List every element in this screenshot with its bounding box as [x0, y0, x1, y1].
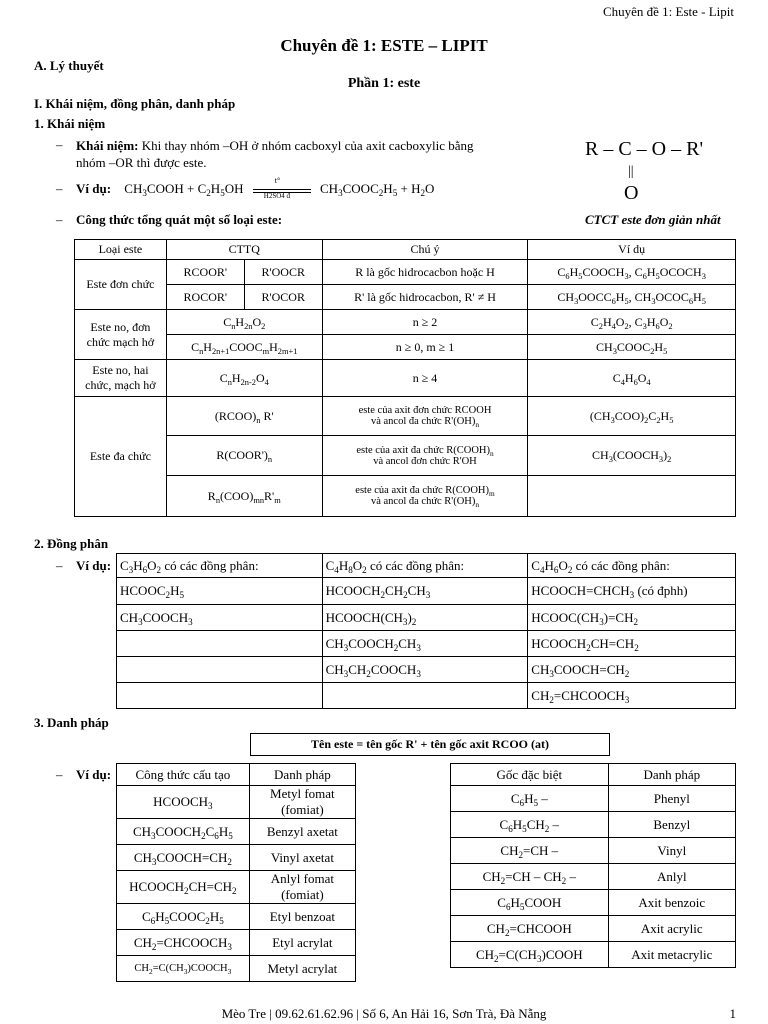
table-cell: este của axit đơn chức RCOOH và ancol đa chức $R'(OH)_n$ — [322, 397, 528, 436]
bullet-dash: – — [56, 767, 63, 782]
table-header: Danh pháp — [249, 764, 355, 786]
table-cell — [117, 657, 323, 683]
table-cell: $CH_2=C(CH_3)COOCH_3$ — [117, 956, 250, 982]
table-cell: $R_n(COO)_{mn}R'_m$ — [166, 476, 322, 517]
table-cell: $CH_3COOC_2H_5$ — [528, 335, 736, 360]
table-cell: $CH_3(COOCH_3)_2$ — [528, 436, 736, 476]
table-cell: $C_nH_{2n}O_2$ — [166, 310, 322, 335]
table-header: $C_4H_6O_2$ có các đồng phân: — [528, 554, 736, 578]
table-cell: $CH_3COOCH_2CH_3$ — [322, 631, 528, 657]
table-cell: Este no, đơn chức mạch hở — [75, 310, 167, 360]
table-cell: $HCOOCH_3$ — [117, 786, 250, 819]
bullet-dash: – — [56, 212, 63, 227]
special-radicals-table — [450, 763, 736, 968]
table-cell: $CH_3COOCH_3$ — [117, 605, 323, 631]
table-header: Ví dụ — [528, 240, 736, 260]
table-cell: Benzyl — [608, 812, 735, 838]
table-cell: $C_6H_5$ – — [451, 786, 609, 812]
table-cell: $CH_3OOCC_6H_5$, $CH_3OCOC_6H_5$ — [528, 285, 736, 310]
table-cell: Metyl acrylat — [249, 956, 355, 982]
table-cell: Anlyl fomat (fomiat) — [249, 871, 355, 904]
page-footer: Mèo Tre | 09.62.61.62.96 | Số 6, An Hải 16, Sơn Trà, Đà Nẵng — [221, 1006, 547, 1021]
table-cell: $CH_3COOCH=CH_2$ — [117, 845, 250, 871]
naming-rule-box: Tên este = tên gốc R' + tên gốc axit RCOO (at) — [250, 733, 610, 756]
ester-structure: R – C – O – R' — [585, 138, 704, 160]
running-header: Chuyên đề 1: Este - Lipit — [602, 4, 734, 19]
table-cell: R' là gốc hidrocacbon, R' ≠ H — [322, 285, 528, 310]
table-cell: n ≥ 2 — [322, 310, 528, 335]
ctct-label: CTCT este đơn giản nhất — [585, 212, 721, 227]
table-cell: Este no, hai chức, mạch hở — [75, 360, 167, 397]
table-cell: Este đa chức — [75, 397, 167, 517]
table-header: Danh pháp — [608, 764, 735, 786]
table-header: CTTQ — [166, 240, 322, 260]
table-cell: $HCOOCH(CH_3)_2$ — [322, 605, 528, 631]
table-header: $C_3H_6O_2$ có các đồng phân: — [117, 554, 323, 578]
table-cell: $C_nH_{2n-2}O_4$ — [166, 360, 322, 397]
table-header: Loại este — [75, 240, 167, 260]
table-cell: Axit acrylic — [608, 916, 735, 942]
arrow-bottom-label: H2SO4 đ — [263, 192, 291, 201]
table-cell — [528, 476, 736, 517]
section-2-heading: 2. Đồng phân — [34, 536, 109, 551]
table-cell: Benzyl axetat — [249, 819, 355, 845]
table-cell: $C_6H_5CH_2$ – — [451, 812, 609, 838]
naming-examples-table — [116, 763, 356, 982]
table-cell: n ≥ 0, m ≥ 1 — [322, 335, 528, 360]
ester-double-bond: || — [628, 164, 634, 179]
arrow-top-label: t° — [274, 176, 281, 186]
table-cell: Etyl acrylat — [249, 930, 355, 956]
table-cell: $CH_2=CHCOOH$ — [451, 916, 609, 942]
table-cell: ROCOR' — [166, 285, 244, 310]
definition-paragraph — [76, 137, 528, 171]
ester-types-table — [74, 239, 736, 517]
table-header: Gốc đặc biệt — [451, 764, 609, 786]
table-cell: $HCOOCH=CHCH_3$ (có đphh) — [528, 578, 736, 605]
table-cell — [117, 631, 323, 657]
bullet-dash: – — [56, 181, 63, 196]
ester-oxygen: O — [624, 182, 639, 204]
table-cell: este của axit đa chức $R(COOH)_m$ và ancol đa chức $R'(OH)_n$ — [322, 476, 528, 517]
table-cell: RCOOR' — [166, 260, 244, 285]
table-cell: $C_6H_5COOC_2H_5$ — [117, 904, 250, 930]
table-cell: $C_nH_{2n+1}COOC_mH_{2m+1}$ — [166, 335, 322, 360]
table-cell: Etyl benzoat — [249, 904, 355, 930]
table-cell: $CH_2=CH - CH_2$ – — [451, 864, 609, 890]
table-cell: $C_2H_4O_2$, $C_3H_6O_2$ — [528, 310, 736, 335]
example-label: Ví dụ: — [76, 558, 112, 573]
definition-text-2: nhóm –OR thì được este. — [76, 155, 207, 170]
part-heading: Phần 1: este — [347, 76, 421, 91]
table-cell: Axit benzoic — [608, 890, 735, 916]
table-cell: $CH_3COOCH_2C_6H_5$ — [117, 819, 250, 845]
table-header: $C_4H_8O_2$ có các đồng phân: — [322, 554, 528, 578]
section-a-heading: A. Lý thuyết — [34, 58, 104, 73]
table-cell: $CH_2=CH$ – — [451, 838, 609, 864]
table-cell: $HCOOCH_2CH_2CH_3$ — [322, 578, 528, 605]
table-cell: $C_6H_5COOCH_3$, $C_6H_5OCOCH_3$ — [528, 260, 736, 285]
example-label: Ví dụ: — [76, 181, 112, 196]
table-cell: $CH_3COOCH=CH_2$ — [528, 657, 736, 683]
table-cell: $CH_2=CHCOOCH_3$ — [528, 683, 736, 709]
table-cell: $(CH_3COO)_2C_2H_5$ — [528, 397, 736, 436]
table-cell: $C_4H_6O_4$ — [528, 360, 736, 397]
table-cell — [117, 683, 323, 709]
section-1-heading: 1. Khái niệm — [34, 116, 106, 131]
table-cell: $HCOOC(CH_3)=CH_2$ — [528, 605, 736, 631]
table-cell: $R(COOR')_n$ — [166, 436, 322, 476]
example-line: Ví dụ: $CH_3COOH + C_2H_5OH$ $\frac{t^\circ}{H2SO4 đ}$ $CH_3COOC_2H_5 + H_2O$ — [76, 176, 435, 201]
table-cell: Metyl fomat (fomiat) — [249, 786, 355, 819]
section-i-heading: I. Khái niệm, đồng phân, danh pháp — [34, 96, 236, 111]
table-cell: Vinyl axetat — [249, 845, 355, 871]
table-cell: $CH_3CH_2COOCH_3$ — [322, 657, 528, 683]
definition-label: Khái niệm: — [76, 138, 139, 153]
table-cell: $HCOOC_2H_5$ — [117, 578, 323, 605]
table-cell — [322, 683, 528, 709]
table-cell: R là gốc hidrocacbon hoặc H — [322, 260, 528, 285]
table-cell: Phenyl — [608, 786, 735, 812]
definition-text-1: Khi thay nhóm –OH ở nhóm cacboxyl của axit cacboxylic bằng — [141, 138, 474, 153]
general-formula-label: Công thức tổng quát một số loại este: — [76, 212, 283, 227]
table-header: Chú ý — [322, 240, 528, 260]
table-cell: R'OCOR — [244, 285, 322, 310]
table-cell: Este đơn chức — [75, 260, 167, 310]
table-header: Công thức cấu tạo — [117, 764, 250, 786]
table-cell: $HCOOCH_2CH=CH_2$ — [117, 871, 250, 904]
table-cell: Vinyl — [608, 838, 735, 864]
table-cell: $HCOOCH_2CH=CH_2$ — [528, 631, 736, 657]
table-cell: Axit metacrylic — [608, 942, 735, 968]
bullet-dash: – — [56, 558, 63, 573]
page-number: 1 — [729, 1006, 736, 1021]
table-cell: R'OOCR — [244, 260, 322, 285]
table-cell: $C_6H_5COOH$ — [451, 890, 609, 916]
isomer-table — [116, 553, 736, 709]
bullet-dash: – — [56, 137, 63, 152]
example-label: Ví dụ: — [76, 767, 112, 782]
table-cell: $CH_2=C(CH_3)COOH$ — [451, 942, 609, 968]
table-cell: n ≥ 4 — [322, 360, 528, 397]
page-title: Chuyên đề 1: ESTE – LIPIT — [280, 36, 488, 55]
reaction-arrow — [251, 176, 313, 201]
table-cell: este của axit đa chức $R(COOH)_n$ và ancol đơn chức R'OH — [322, 436, 528, 476]
table-cell: Anlyl — [608, 864, 735, 890]
table-cell: $CH_2=CHCOOCH_3$ — [117, 930, 250, 956]
section-3-heading: 3. Danh pháp — [34, 715, 109, 730]
table-cell: $(RCOO)_n$ R' — [166, 397, 322, 436]
